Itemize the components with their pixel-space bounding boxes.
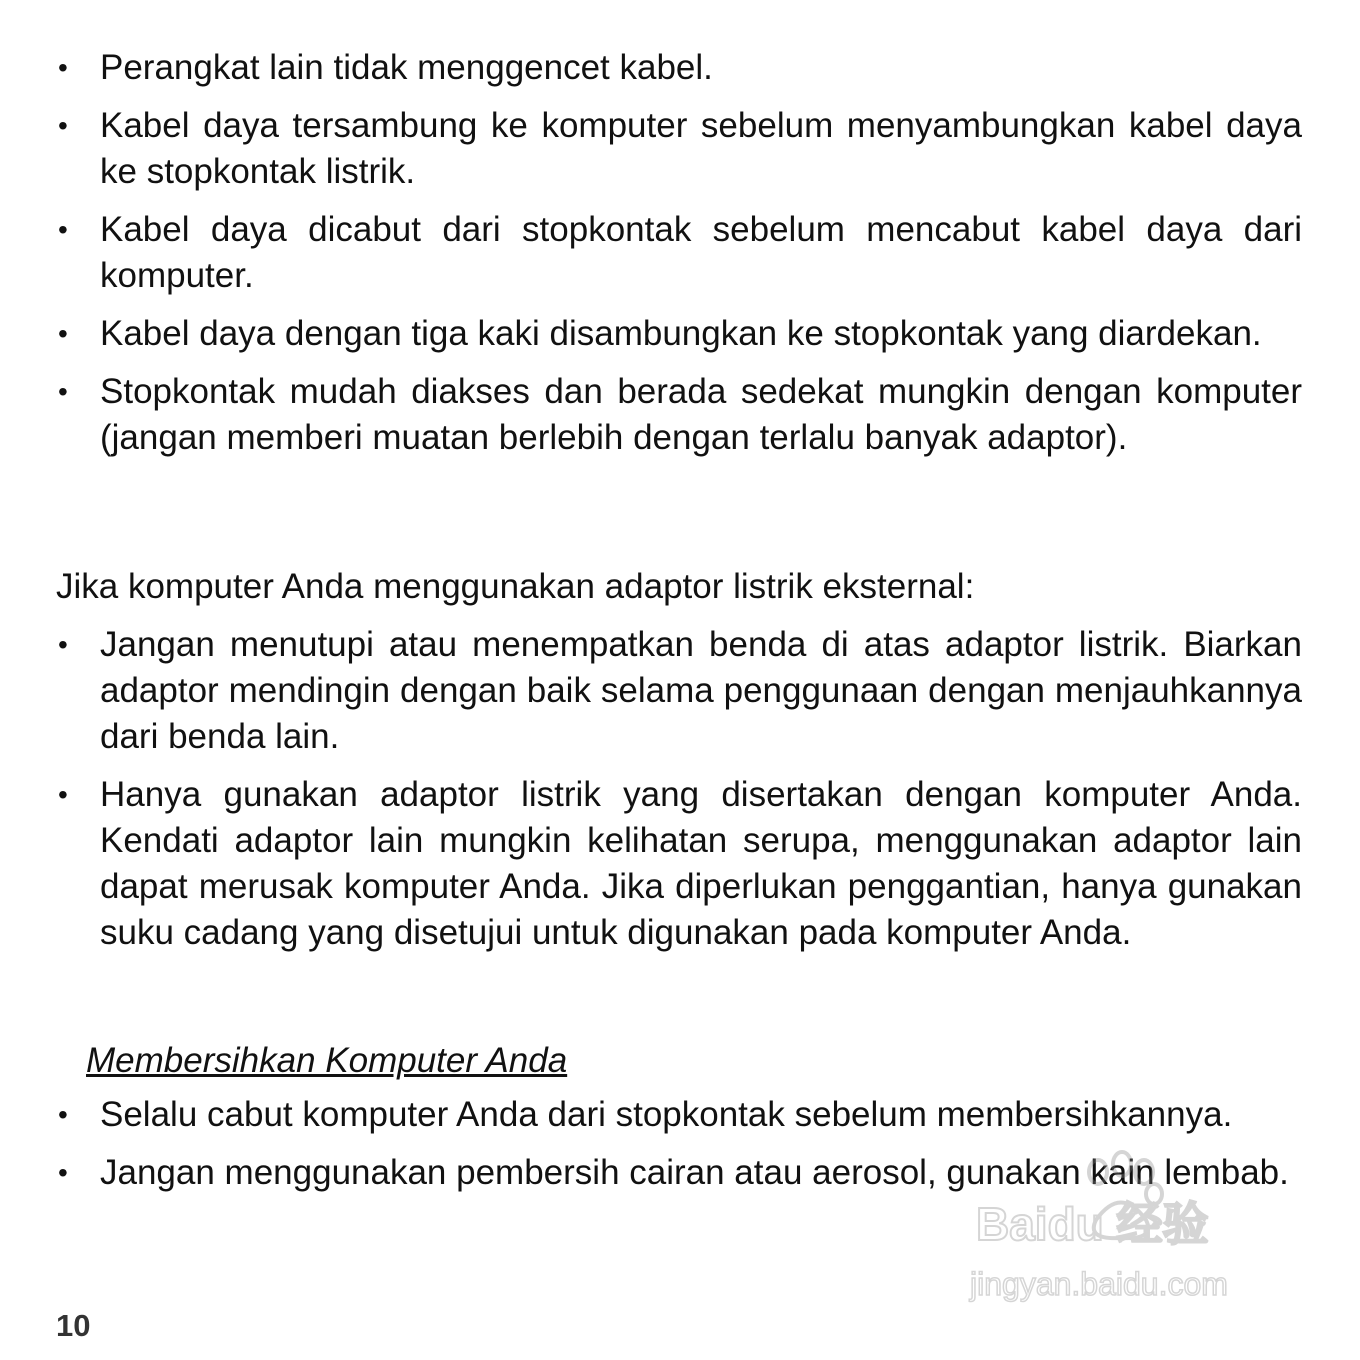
intro-paragraph: Jika komputer Anda menggunakan adaptor listrik eksternal:: [56, 567, 975, 606]
list-item: • Perangkat lain tidak menggencet kabel.: [56, 45, 1302, 91]
list-item: • Kabel daya dengan tiga kaki disambungkan ke stopkontak yang diardekan.: [56, 311, 1302, 357]
list-item: • Jangan menutupi atau menempatkan benda di atas adaptor listrik. Biarkan adaptor mendingin dengan baik selama penggunaan dengan menjauhkannya dari benda lain.: [56, 622, 1302, 760]
list-item: • Hanya gunakan adaptor listrik yang disertakan dengan komputer Anda. Kendati adaptor lain mungkin kelihatan serupa, menggunakan adaptor lain dapat merusak komputer Anda. Jika diperlukan penggantian, hanya gunakan suku cadang yang disetujui untuk digunakan pada komputer Anda.: [56, 772, 1302, 956]
watermark-logo-text: Baidu 经验: [976, 1198, 1209, 1250]
page-number: 10: [56, 1308, 91, 1343]
bullet-list-power-cable: [56, 45, 1302, 473]
list-item: • Kabel daya dicabut dari stopkontak sebelum mencabut kabel daya dari komputer.: [56, 207, 1302, 299]
baidu-paw-icon: [966, 1150, 1286, 1310]
list-item: • Stopkontak mudah diakses dan berada sedekat mungkin dengan komputer (jangan memberi muatan berlebih dengan terlalu banyak adaptor).: [56, 369, 1302, 461]
list-item: • Jangan menggunakan pembersih cairan atau aerosol, gunakan kain lembab.: [56, 1150, 1302, 1196]
watermark-url: jingyan.baidu.com: [970, 1266, 1228, 1302]
bullet-list-adapter: [56, 622, 1302, 968]
list-item: • Kabel daya tersambung ke komputer sebelum menyambungkan kabel daya ke stopkontak listrik.: [56, 103, 1302, 195]
baidu-watermark: [966, 1150, 1286, 1310]
list-item: • Selalu cabut komputer Anda dari stopkontak sebelum membersihkannya.: [56, 1092, 1302, 1138]
section-heading: Membersihkan Komputer Anda: [86, 1041, 568, 1080]
